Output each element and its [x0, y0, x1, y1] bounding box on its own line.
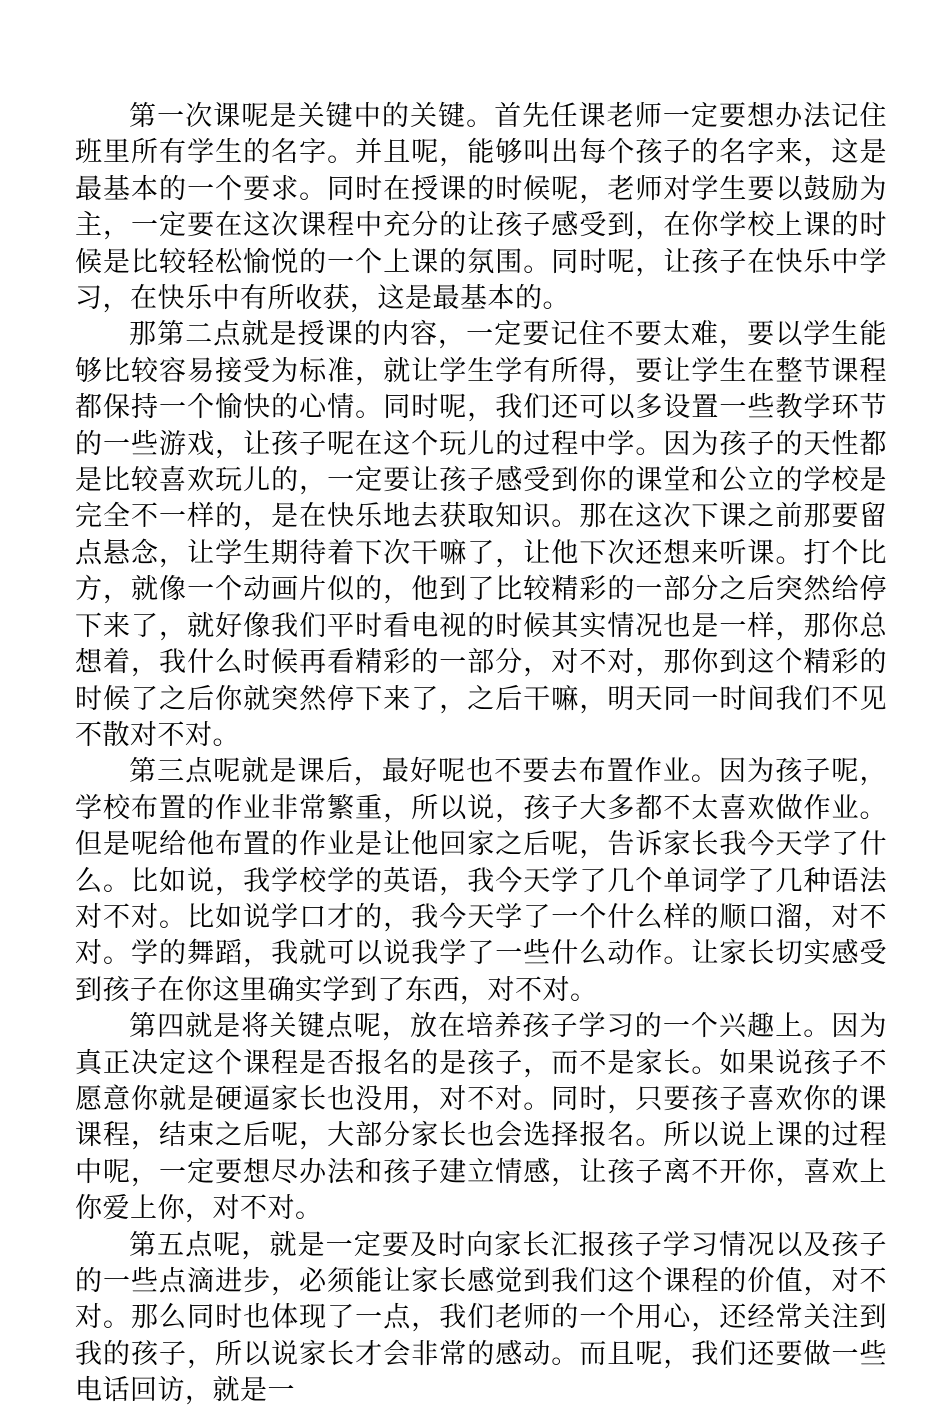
- document-page: [75, 99, 887, 1410]
- paragraph-point-five: 第五点呢，就是一定要及时向家长汇报孩子学习情况以及孩子的一些点滴进步，必须能让家长感觉到我们这个课程的价值，对不对。那么同时也体现了一点，我们老师的一个用心，还经常关注到我的孩子，所以说家长才会非常的感动。而且呢，我们还要做一些电话回访，就是一: [75, 1229, 887, 1407]
- paragraph-point-three: 第三点呢就是课后，最好呢也不要去布置作业。因为孩子呢，学校布置的作业非常繁重，所以说，孩子大多都不太喜欢做作业。但是呢给他布置的作业是让他回家之后呢，告诉家长我今天学了什么。比如说，我学校学的英语，我今天学了几个单词学了几种语法对不对。比如说学口才的，我今天学了一个什么样的顺口溜，对不对。学的舞蹈，我就可以说我学了一些什么动作。让家长切实感受到孩子在你这里确实学到了东西，对不对。: [75, 756, 887, 1006]
- paragraph-point-two: 那第二点就是授课的内容，一定要记住不要太难，要以学生能够比较容易接受为标准，就让学生学有所得，要让学生在整节课程都保持一个愉快的心情。同时呢，我们还可以多设置一些教学环节的一些游戏，让孩子呢在这个玩儿的过程中学。因为孩子的天性都是比较喜欢玩儿的，一定要让孩子感受到你的课堂和公立的学校是完全不一样的，是在快乐地去获取知识。那在这次下课之前那要留点悬念，让学生期待着下次干嘛了，让他下次还想来听课。打个比方，就像一个动画片似的，他到了比较精彩的一部分之后突然给停下来了，就好像我们平时看电视的时候其实情况也是一样，那你总想着，我什么时候再看精彩的一部分，对不对，那你到这个精彩的时候了之后你就突然停下来了，之后干嘛，明天同一时间我们不见不散对不对。: [75, 319, 887, 751]
- paragraph-point-four: 第四就是将关键点呢，放在培养孩子学习的一个兴趣上。因为真正决定这个课程是否报名的是孩子，而不是家长。如果说孩子不愿意你就是硬逼家长也没用，对不对。同时，只要孩子喜欢你的课课程，结束之后呢，大部分家长也会选择报名。所以说上课的过程中呢，一定要想尽办法和孩子建立情感，让孩子离不开你，喜欢上你爱上你，对不对。: [75, 1011, 887, 1225]
- paragraph-first-lesson: 第一次课呢是关键中的关键。首先任课老师一定要想办法记住班里所有学生的名字。并且呢，能够叫出每个孩子的名字来，这是最基本的一个要求。同时在授课的时候呢，老师对学生要以鼓励为主，一定要在这次课程中充分的让孩子感受到，在你学校上课的时候是比较轻松愉悦的一个上课的氛围。同时呢，让孩子在快乐中学习，在快乐中有所收获，这是最基本的。: [75, 101, 887, 315]
